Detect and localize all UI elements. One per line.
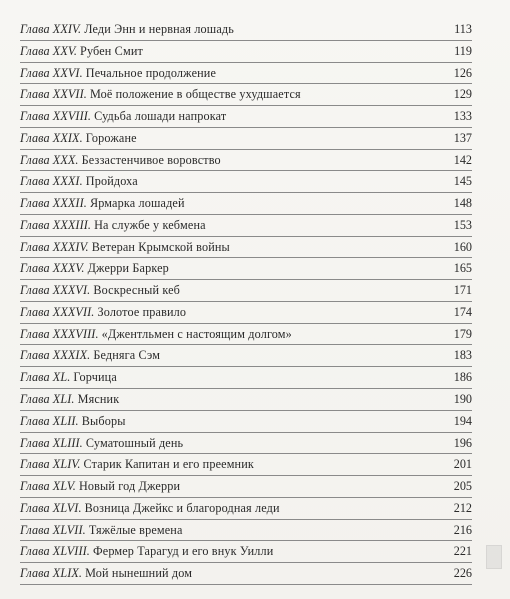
- chapter-number: Глава XXXIX.: [20, 348, 91, 363]
- toc-entry: [20, 215, 472, 237]
- toc-entry: [20, 63, 472, 85]
- page-number: 171: [453, 283, 472, 298]
- chapter-title: Моё положение в обществе ухудшается: [89, 87, 301, 102]
- chapter-number: Глава XXVI.: [20, 65, 83, 80]
- chapter-title: Горожане: [85, 130, 137, 145]
- chapter-title: «Джентльмен с настоящим долгом»: [101, 326, 292, 341]
- toc-entry: [20, 520, 472, 542]
- toc-entry: [20, 324, 472, 346]
- page-number: 165: [453, 261, 472, 276]
- page-number: 186: [453, 370, 472, 385]
- chapter-number: Глава XXXIV.: [20, 239, 89, 254]
- page-number: 216: [453, 522, 472, 537]
- chapter-title: Бедняга Сэм: [93, 348, 161, 363]
- chapter-title: Джерри Баркер: [87, 261, 169, 276]
- chapter-title: Фермер Тарагуд и его внук Уилли: [92, 544, 274, 559]
- toc-entry: [20, 563, 472, 585]
- chapter-number: Глава XLIII.: [20, 435, 83, 450]
- toc-entry: [20, 389, 472, 411]
- chapter-number: Глава XLVII.: [20, 522, 86, 537]
- page-number: 113: [454, 22, 472, 36]
- page-number: 226: [453, 566, 472, 581]
- toc-entry: [20, 498, 472, 520]
- toc-entry: [20, 345, 472, 367]
- chapter-title: Горчица: [73, 370, 117, 385]
- toc-entry: [20, 302, 472, 324]
- chapter-title: Новый год Джерри: [78, 479, 181, 494]
- chapter-number: Глава XLVIII.: [20, 544, 90, 559]
- table-of-contents: [20, 19, 472, 585]
- chapter-title: Выборы: [81, 413, 126, 428]
- page-number: 142: [453, 152, 472, 167]
- chapter-title: Суматошный день: [85, 435, 184, 450]
- toc-entry: [20, 84, 472, 106]
- chapter-number: Глава XXXVIII.: [20, 326, 99, 341]
- show-through-mark: [486, 545, 502, 569]
- chapter-title: Старик Капитан и его преемник: [83, 457, 254, 472]
- toc-entry: [20, 193, 472, 215]
- chapter-title: На службе у кебмена: [94, 217, 206, 232]
- page-number: 194: [453, 413, 472, 428]
- chapter-number: Глава XLVI.: [20, 500, 82, 515]
- chapter-number: Глава XXXV.: [20, 261, 85, 276]
- page-number: 126: [453, 65, 472, 80]
- chapter-title: Рубен Смит: [80, 43, 143, 58]
- toc-entry: [20, 237, 472, 259]
- toc-entry: [20, 367, 472, 389]
- chapter-title: Беззастенчивое воровство: [81, 152, 221, 167]
- toc-entry: [20, 106, 472, 128]
- toc-entry: [20, 454, 472, 476]
- page-number: 212: [453, 500, 472, 515]
- page-number: 137: [453, 130, 472, 145]
- chapter-number: Глава XLIX.: [20, 566, 83, 581]
- toc-entry: [20, 41, 472, 63]
- chapter-title: Ярмарка лошадей: [89, 196, 185, 211]
- page-number: 179: [453, 326, 472, 341]
- page-number: 205: [453, 479, 472, 494]
- toc-entry: [20, 171, 472, 193]
- page-number: 153: [453, 217, 472, 232]
- chapter-title: Возница Джейкс и благородная леди: [84, 500, 280, 515]
- chapter-number: Глава XL.: [20, 370, 71, 385]
- page-number: 145: [453, 174, 472, 189]
- page-number: 119: [454, 43, 472, 58]
- chapter-number: Глава XLV.: [20, 479, 76, 494]
- chapter-title: Ветеран Крымской войны: [91, 239, 230, 254]
- chapter-number: Глава XLIV.: [20, 457, 81, 472]
- chapter-title: Леди Энн и нервная лошадь: [84, 22, 234, 36]
- chapter-number: Глава XXIV.: [20, 22, 82, 36]
- page-number: 196: [453, 435, 472, 450]
- page-number: 129: [453, 87, 472, 102]
- toc-entry: [20, 19, 472, 41]
- chapter-number: Глава XXXII.: [20, 196, 87, 211]
- chapter-title: Печальное продолжение: [85, 65, 217, 80]
- chapter-number: Глава XXX.: [20, 152, 79, 167]
- page-number: 201: [453, 457, 472, 472]
- chapter-title: Тяжёлые времена: [88, 522, 183, 537]
- toc-entry: [20, 150, 472, 172]
- toc-entry: [20, 128, 472, 150]
- chapter-title: Мясник: [77, 392, 120, 407]
- toc-entry: [20, 433, 472, 455]
- chapter-number: Глава XXIX.: [20, 130, 83, 145]
- chapter-number: Глава XXXVII.: [20, 304, 95, 319]
- page-number: 133: [453, 109, 472, 124]
- page-number: 183: [453, 348, 472, 363]
- toc-entry: [20, 280, 472, 302]
- chapter-title: Пройдоха: [85, 174, 138, 189]
- toc-entry: [20, 258, 472, 280]
- chapter-number: Глава XLII.: [20, 413, 79, 428]
- toc-entry: [20, 541, 472, 563]
- chapter-title: Мой нынешний дом: [85, 566, 193, 581]
- page-number: 190: [453, 392, 472, 407]
- chapter-title: Золотое правило: [97, 304, 187, 319]
- toc-entry: [20, 476, 472, 498]
- page-number: 221: [453, 544, 472, 559]
- toc-entry: [20, 411, 472, 433]
- chapter-number: Глава XXXVI.: [20, 283, 91, 298]
- page-number: 148: [453, 196, 472, 211]
- chapter-number: Глава XXXIII.: [20, 217, 92, 232]
- chapter-number: Глава XXVIII.: [20, 109, 92, 124]
- chapter-title: Воскресный кеб: [93, 283, 181, 298]
- chapter-number: Глава XXXI.: [20, 174, 83, 189]
- chapter-number: Глава XLI.: [20, 392, 75, 407]
- chapter-number: Глава XXV.: [20, 43, 77, 58]
- chapter-title: Судьба лошади напрокат: [94, 109, 227, 124]
- chapter-number: Глава XXVII.: [20, 87, 87, 102]
- page-number: 174: [453, 304, 472, 319]
- page-number: 160: [453, 239, 472, 254]
